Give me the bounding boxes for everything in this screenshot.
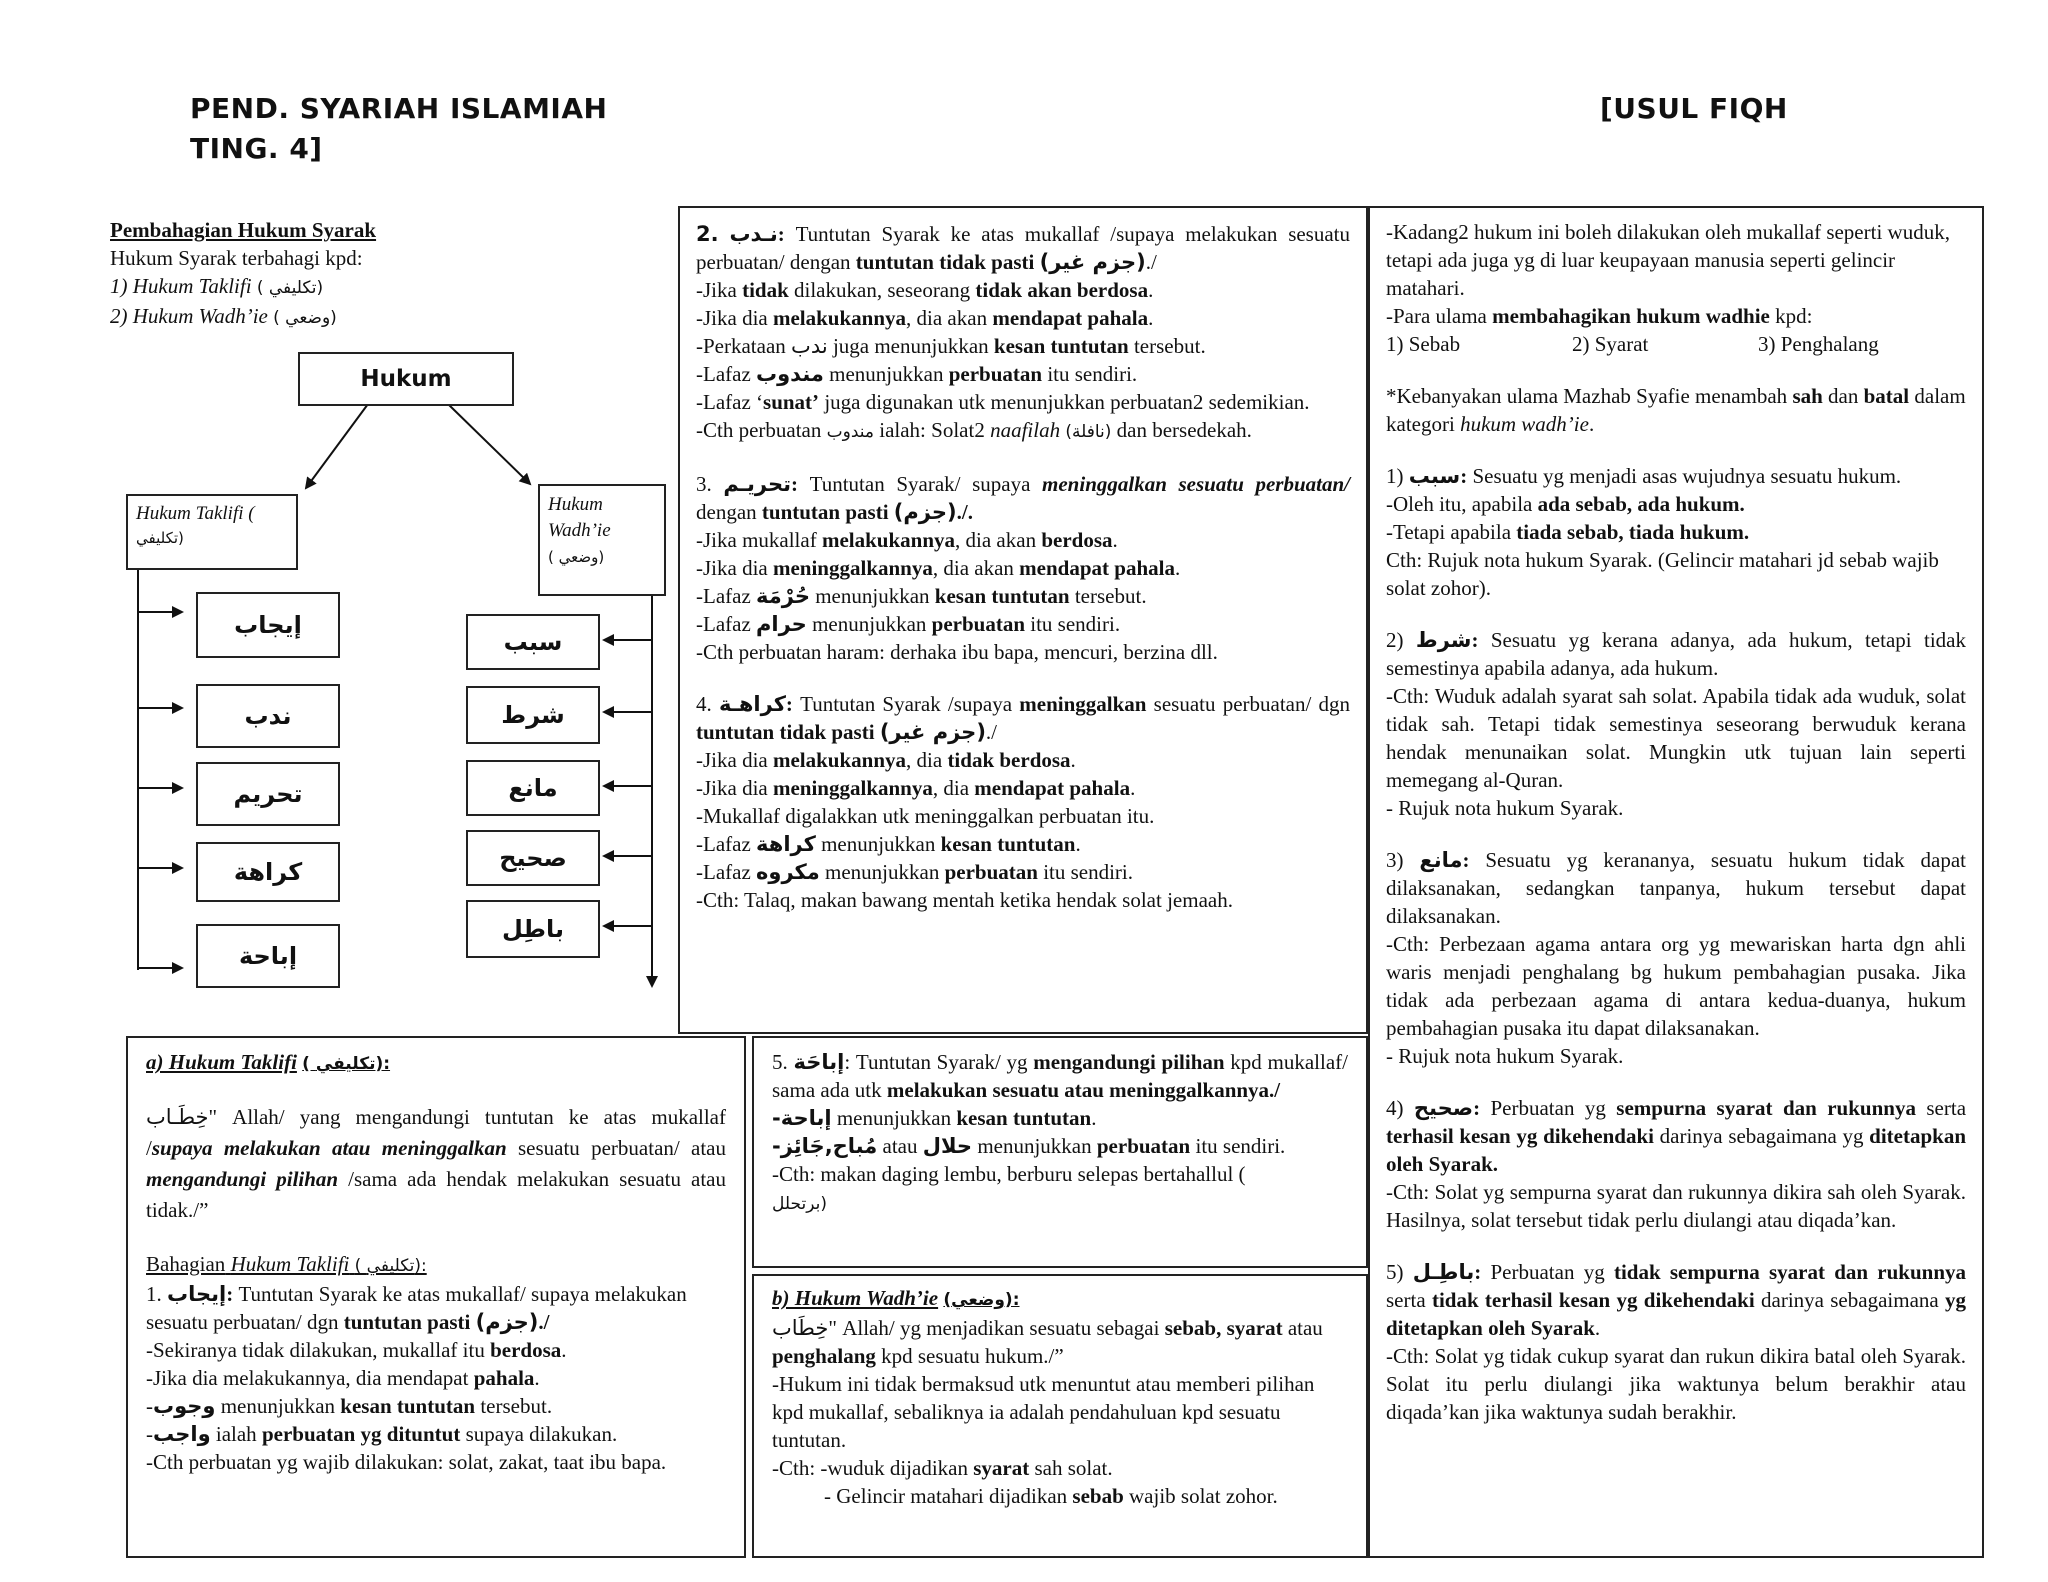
taklifi-definition: خِطَـاب" Allah/ yang mengandungi tuntutan ke atas mukallaf /supaya melakukan atau meninggalkan sesuatu perbuatan/ atau mengandungi pilihan /sama ada hendak melakukan sesuatu atau tidak./” — [146, 1105, 726, 1222]
karahah-definition: 4. كراهـة: Tuntutan Syarak /supaya meninggalkan sesuatu perbuatan/ dgn tuntutan tidak pasti (جزم غير)./ — [696, 692, 1351, 744]
sahih-definition: 4) صحيح: Perbuatan yg sempurna syarat dan rukunnya serta terhasil kesan yg dikehendaki darinya sebagaimana yg ditetapkan oleh Syarak. — [1386, 1096, 1967, 1176]
ijab-definition: 1. إيجاب: Tuntutan Syarak ke atas mukallaf/ supaya melakukan sesuatu perbuatan/ dgn tuntutan pasti (جزم)./ — [146, 1282, 687, 1334]
taklifi-item-tahrim: تحريم — [196, 762, 340, 826]
sabab-definition: 1) سبب: Sesuatu yg menjadi asas wujudnya sesuatu hukum. — [1386, 464, 1902, 488]
diagram-root-hukum: Hukum — [298, 352, 514, 406]
ibahah-definition: 5. إباحَة: Tuntutan Syarak/ yg mengandungi pilihan kpd mukallaf/ sama ada utk melakukan sesuatu atau meninggalkannya./ — [772, 1050, 1348, 1102]
diagram-node-taklifi: Hukum Taklifi ( تكليفي) — [126, 494, 298, 570]
nadb-definition: 2. نـدب: Tuntutan Syarak ke atas mukallaf /supaya melakukan sesuatu perbuatan/ dengan tuntutan tidak pasti (جزم غير)./ — [696, 222, 1351, 274]
tahrim-definition: 3. تحريـم: Tuntutan Syarak/ supaya meninggalkan sesuatu perbuatan/ dengan tuntutan pasti (جزم)./. — [696, 472, 1351, 524]
batil-definition: 5) باطِـل: Perbuatan yg tidak sempurna syarat dan rukunnya serta tidak terhasil kesan yg dikehendaki darinya sebagaimana yg ditetapkan oleh Syarak. — [1386, 1260, 1967, 1340]
wadhie-item-mani: مانع — [466, 760, 600, 816]
header-level: TING. 4] — [190, 132, 323, 165]
taklifi-item-ijab: إيجاب — [196, 592, 340, 658]
column-taklifi-2-4: 2. نـدب: Tuntutan Syarak ke atas mukallaf /supaya melakukan sesuatu perbuatan/ dengan tuntutan tidak pasti (جزم غير)./ -Jika tidak dilakukan, seseorang tidak akan berdosa. -Jika dia melakukannya, dia akan mendapat pahala. -Perkataan ندب juga menunjukkan kesan tuntutan tersebut. -Lafaz مندوب menunjukkan perbuatan itu sendiri. -Lafaz ‘sunat’ juga digunakan utk menunjukkan perbuatan2 sedemikian. -Cth perbuatan مندوب ialah: Solat2 naafilah (نافلة) dan bersedekah. 3. تحريـم: Tuntutan Syarak/ supaya meninggalkan sesuatu perbuatan/ dengan tuntutan pasti (جزم)./. -Jika mukallaf melakukannya, dia akan berdosa. -Jika dia meninggalkannya, dia akan mendapat pahala. -Lafaz حُرْمَة menunjukkan kesan tuntutan tersebut. -Lafaz حرام menunjukkan perbuatan itu sendiri. -Cth perbuatan haram: derhaka ibu bapa, mencuri, berzina dll. 4. كراهـة: Tuntutan Syarak /supaya meninggalkan sesuatu perbuatan/ dgn tuntutan tidak pasti (جزم غير)./ -Jika dia melakukannya, dia tidak berdosa. -Jika dia meninggalkannya, dia mendapat pahala. -Mukallaf digalakkan utk meninggalkan perbuatan itu. -Lafaz كراهة menunjukkan kesan tuntutan. -Lafaz مكروه menunjukkan perbuatan itu sendiri. -Cth: Talaq, makan bawang mentah ketika hendak solat jemaah. — [678, 206, 1368, 1034]
intro-line: Hukum Syarak terbahagi kpd: — [110, 246, 363, 270]
wadhie-title: b) Hukum Wadh’ie — [772, 1286, 939, 1310]
taklifi-item-nadb: ندب — [196, 684, 340, 748]
mani-definition: 3) مانع: Sesuatu yg kerananya, sesuatu hukum tidak dapat dilaksanakan, sedangkan tanpanya, hukum tersebut dapat dilaksanakan. — [1386, 848, 1967, 928]
diagram-node-wadhie: Hukum Wadh’ie ( وضعي) — [538, 484, 666, 596]
header-subject: [USUL FIQH — [1600, 92, 1788, 125]
intro-item-wadhie: 2) Hukum Wadh’ie — [110, 304, 268, 328]
taklifi-box: a) Hukum Taklifi ( تكليفي): خِطَـاب" Allah/ yang mengandungi tuntutan ke atas mukallaf /supaya melakukan atau meninggalkan sesuatu perbuatan/ atau mengandungi pilihan /sama ada hendak melakukan sesuatu atau tidak./” Bahagian Hukum Taklifi ( تكليفي): 1. إيجاب: Tuntutan Syarak ke atas mukallaf/ supaya melakukan sesuatu perbuatan/ dgn tuntutan pasti (جزم)./ -Sekiranya tidak dilakukan, mukallaf itu berdosa. -Jika dia melakukannya, dia mendapat pahala. -وجوب menunjukkan kesan tuntutan tersebut. -واجب ialah perbuatan yg dituntut supaya dilakukan. -Cth perbuatan yg wajib dilakukan: solat, zakat, taat ibu bapa. — [126, 1036, 746, 1558]
wadhie-item-syarat: شرط — [466, 686, 600, 744]
taklifi-title: a) Hukum Taklifi — [146, 1050, 297, 1074]
wadhie-box: b) Hukum Wadh’ie (وضعي): خِطَاب" Allah/ yg menjadikan sesuatu sebagai sebab, syarat atau penghalang kpd sesuatu hukum./” -Hukum ini tidak bermaksud utk menuntut atau memberi pilihan kpd mukallaf, sebaliknya ia adalah pendahuluan kpd sesuatu tuntutan. -Cth: -wuduk dijadikan syarat sah solat. - Gelincir matahari dijadikan sebab wajib solat zohor. — [752, 1274, 1368, 1558]
wadhie-definition: خِطَاب" Allah/ yg menjadikan sesuatu sebagai sebab, syarat atau penghalang kpd sesuatu hukum./” — [772, 1316, 1323, 1368]
column-wadhie-details: -Kadang2 hukum ini boleh dilakukan oleh mukallaf seperti wuduk, tetapi ada juga yg di luar keupayaan manusia seperti gelincir matahari. -Para ulama membahagikan hukum wadhie kpd: 1) Sebab 2) Syarat 3) Penghalang *Kebanyakan ulama Mazhab Syafie menambah sah dan batal dalam kategori hukum wadh’ie. 1) سبب: Sesuatu yg menjadi asas wujudnya sesuatu hukum. -Oleh itu, apabila ada sebab, ada hukum. -Tetapi apabila tiada sebab, tiada hukum. Cth: Rujuk nota hukum Syarak. (Gelincir matahari jd sebab wajib solat zohor). 2) شرط: Sesuatu yg kerana adanya, ada hukum, tetapi tidak semestinya apabila adanya, ada hukum. -Cth: Wuduk adalah syarat sah solat. Apabila tidak ada wuduk, solat tidak sah. Tetapi tidak semestinya seseorang berwuduk kerana hendak menunaikan solat. Mungkin utk tujuan lain seperti memegang al-Quran. - Rujuk nota hukum Syarak. 3) مانع: Sesuatu yg kerananya, sesuatu hukum tidak dapat dilaksanakan, sedangkan tanpanya, hukum tersebut dapat dilaksanakan. -Cth: Perbezaan agama antara org yg mewariskan harta dgn ahli waris menjadi penghalang bg hukum pembahagian pusaka. Jika tidak ada perbezaan agama di antara kedua-duanya, hukum pembahagian pusaka itu dapat dilaksanakan. - Rujuk nota hukum Syarak. 4) صحيح: Perbuatan yg sempurna syarat dan rukunnya serta terhasil kesan yg dikehendaki darinya sebagaimana yg ditetapkan oleh Syarak. -Cth: Solat yg sempurna syarat dan rukunnya dikira sah oleh Syarak. Hasilnya, solat tersebut tidak perlu diulangi atau diqada’kan. 5) باطِـل: Perbuatan yg tidak sempurna syarat dan rukunnya serta tidak terhasil kesan yg dikehendaki darinya sebagaimana yg ditetapkan oleh Syarak. -Cth: Solat yg tidak cukup syarat dan rukun dikira batal oleh Syarak. Solat itu perlu diulangi jika waktunya belum berakhir atau diqada’kan jika waktunya sudah berakhir. — [1368, 206, 1984, 1558]
wadhie-item-batil: باطِل — [466, 900, 600, 958]
ibahah-box: 5. إباحَة: Tuntutan Syarak/ yg mengandungi pilihan kpd mukallaf/ sama ada utk melakukan sesuatu atau meninggalkannya./ -إباحة menunjukkan kesan tuntutan. -مُباح,جَائِز atau حلال menunjukkan perbuatan itu sendiri. -Cth: makan daging lembu, berburu selepas bertahallul ( برتحلل) — [752, 1036, 1368, 1268]
wadhie-note: -Kadang2 hukum ini boleh dilakukan oleh mukallaf seperti wuduk, tetapi ada juga yg di luar keupayaan manusia seperti gelincir matahari. — [1386, 220, 1950, 300]
intro-title: Pembahagian Hukum Syarak — [110, 218, 377, 242]
wadhie-item-sabab: سبب — [466, 614, 600, 670]
header-title: PEND. SYARIAH ISLAMIAH — [190, 92, 608, 125]
intro-item-taklifi: 1) Hukum Taklifi — [110, 274, 252, 298]
taklifi-item-karahah: كراهة — [196, 842, 340, 902]
wadhie-item-sahih: صحيح — [466, 830, 600, 886]
taklifi-item-ibahah: إباحة — [196, 924, 340, 988]
intro-section: Pembahagian Hukum Syarak Hukum Syarak terbahagi kpd: 1) Hukum Taklifi ( تكليفي) 2) Hukum Wadh’ie ( وضعي) — [110, 216, 650, 332]
syarat-definition: 2) شرط: Sesuatu yg kerana adanya, ada hukum, tetapi tidak semestinya apabila adanya, ada hukum. — [1386, 628, 1967, 680]
